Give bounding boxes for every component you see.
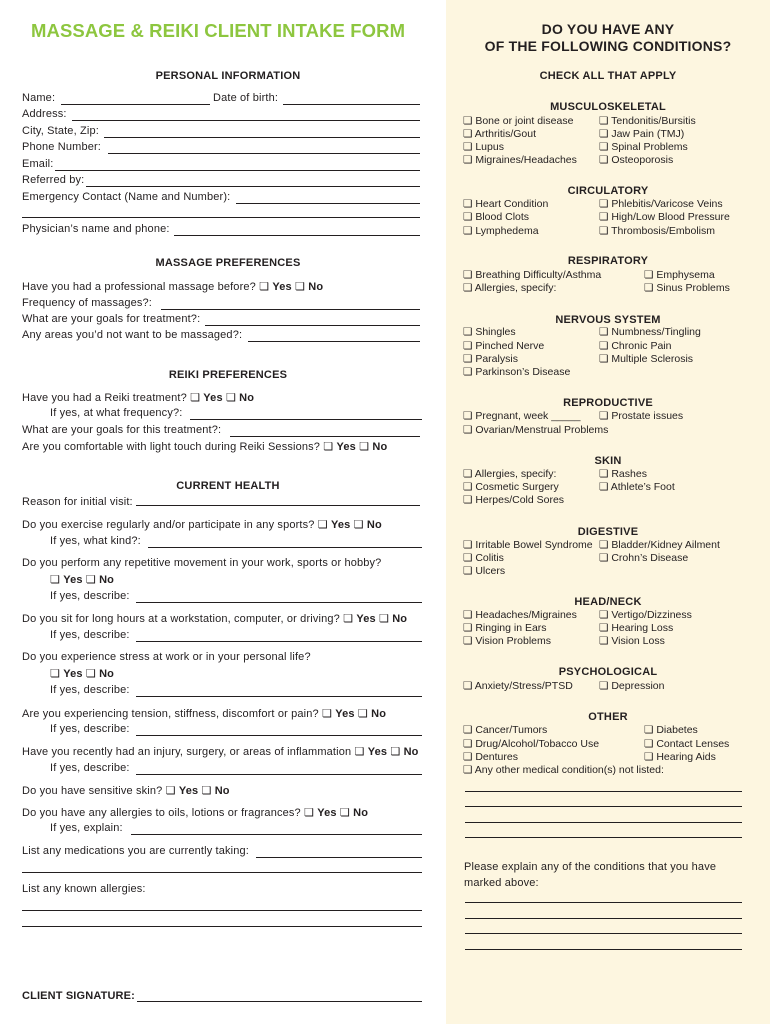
cond-label: Jaw Pain (TMJ) [611, 128, 685, 140]
other-conditions-field[interactable] [465, 822, 742, 823]
reiki-q2: What are your goals for this treatment?: [22, 424, 222, 436]
cond-checkbox[interactable]: ❏ Ovarian/Menstrual Problems [463, 424, 609, 436]
cond-label: Paralysis [475, 353, 518, 365]
cond-checkbox[interactable]: ❏ Hearing Aids [644, 751, 716, 763]
no-label: No [372, 441, 388, 453]
other-conditions-field[interactable] [465, 806, 742, 807]
reiki-frequency-field[interactable] [190, 419, 422, 420]
tension-yes[interactable]: ❏ Yes [322, 708, 355, 720]
tension-q [22, 707, 386, 720]
cond-checkbox[interactable]: ❏ Lymphedema [463, 225, 539, 237]
cond-checkbox[interactable]: ❏ Jaw Pain (TMJ) [599, 128, 685, 140]
stress-describe-label: If yes, describe: [50, 684, 130, 696]
cond-label: Numbness/Tingling [611, 326, 701, 338]
cond-label: Vision Problems [475, 635, 552, 647]
cond-checkbox[interactable]: ❏ Ringing in Ears [463, 622, 547, 634]
cond-checkbox[interactable]: ❏ Vision Loss [599, 635, 665, 647]
injury-describe-label: If yes, describe: [50, 762, 130, 774]
reiki-q3-yes[interactable]: ❏ Yes [323, 441, 356, 453]
cond-checkbox[interactable]: ❏ Cosmetic Surgery [463, 481, 559, 493]
cond-checkbox[interactable]: ❏ Multiple Sclerosis [599, 353, 694, 365]
cond-checkbox[interactable]: ❏ Allergies, specify: [463, 468, 557, 480]
name-label: Name: [22, 92, 56, 104]
stress-no[interactable]: ❏ No [85, 668, 115, 680]
stress-yes[interactable]: ❏ Yes [50, 668, 83, 680]
exercise-kind-label: If yes, what kind?: [50, 535, 141, 547]
cond-label: Allergies, specify: [474, 468, 557, 480]
conditions-title-1: DO YOU HAVE ANY [541, 21, 675, 37]
massage-q2: Frequency of massages?: [22, 297, 153, 309]
emergency-field[interactable] [236, 203, 420, 204]
sit-describe-label: If yes, describe: [50, 629, 130, 641]
cond-label: Hearing Aids [656, 751, 716, 763]
cond-label: Lymphedema [475, 225, 539, 237]
address-field[interactable] [72, 120, 420, 121]
reiki-q1b: If yes, at what frequency?: [50, 407, 183, 419]
cond-label: Tendonitis/Bursitis [611, 115, 696, 127]
cond-checkbox[interactable]: ❏ Anxiety/Stress/PTSD [463, 680, 573, 692]
no-label: No [239, 392, 255, 404]
cond-checkbox[interactable]: ❏ Ulcers [463, 565, 506, 577]
massage-q1-no[interactable]: ❏ No [295, 281, 324, 293]
cond-checkbox[interactable]: ❏ Emphysema [644, 269, 715, 281]
cond-label: Multiple Sclerosis [611, 353, 694, 365]
reiki-q1-no[interactable]: ❏ No [225, 392, 255, 404]
other-conditions-field[interactable] [465, 837, 742, 838]
circ-heading: CIRCULATORY [567, 185, 649, 197]
cond-label: Vision Loss [611, 635, 665, 647]
musculo-heading: MUSCULOSKELETAL [550, 101, 666, 113]
cond-checkbox[interactable]: ❏ Numbness/Tingling [599, 326, 701, 338]
allergies-field-2[interactable] [22, 926, 422, 927]
allergies-label: List any known allergies: [22, 883, 146, 895]
psych-heading: PSYCHOLOGICAL [558, 666, 658, 678]
cond-checkbox[interactable]: ❏ Migraines/Headaches [463, 154, 577, 166]
exercise-no[interactable]: ❏ No [353, 519, 382, 531]
sit-no[interactable]: ❏ No [378, 613, 408, 625]
sit-yes[interactable]: ❏ Yes [343, 613, 376, 625]
cond-label: Phlebitis/Varicose Veins [611, 198, 723, 210]
cond-label: Rashes [611, 468, 647, 480]
reiki-heading: REIKI PREFERENCES [168, 369, 288, 381]
cond-label: Arthritis/Gout [474, 128, 537, 140]
repetitive-q: Do you perform any repetitive movement in your work, sports or hobby? [22, 557, 382, 569]
reiki-q3-no[interactable]: ❏ No [359, 441, 388, 453]
cond-checkbox[interactable]: ❏ Vertigo/Dizziness [599, 609, 692, 621]
cond-label: Vertigo/Dizziness [611, 609, 692, 621]
cond-checkbox[interactable]: ❏ Parkinson’s Disease [463, 366, 571, 378]
cond-label: Allergies, specify: [474, 282, 557, 294]
massage-heading: MASSAGE PREFERENCES [155, 257, 301, 269]
form-title: MASSAGE & REIKI CLIENT INTAKE FORM [31, 20, 406, 41]
cond-label: High/Low Blood Pressure [611, 211, 730, 223]
explain-field[interactable] [465, 949, 742, 950]
cond-checkbox[interactable]: ❏ Headaches/Migraines [463, 609, 577, 621]
reiki-q1-text: Have you had a Reiki treatment? [22, 392, 187, 404]
cond-checkbox[interactable]: ❏ Dentures [463, 751, 518, 763]
cond-label: Breathing Difficulty/Asthma [475, 269, 602, 281]
injury-describe-field[interactable] [136, 774, 422, 775]
yes-label: Yes [63, 574, 83, 586]
emergency-field-2[interactable] [22, 217, 420, 218]
personal-heading: PERSONAL INFORMATION [155, 70, 301, 82]
nerv-heading: NERVOUS SYSTEM [555, 314, 661, 326]
massage-q1-text: Have you had a professional massage before? [22, 281, 256, 293]
cond-label: Contact Lenses [656, 738, 730, 750]
tension-describe-field[interactable] [136, 735, 422, 736]
cond-label: Drug/Alcohol/Tobacco Use [475, 738, 600, 750]
stress-options [50, 667, 114, 680]
yes-label: Yes [335, 708, 355, 720]
cond-label: Bone or joint disease [475, 115, 574, 127]
cond-checkbox[interactable]: ❏ Chronic Pain [599, 340, 672, 352]
name-field[interactable] [61, 104, 210, 105]
head-heading: HEAD/NECK [574, 596, 642, 608]
cond-label: Irritable Bowel Syndrome [475, 539, 593, 551]
yes-label: Yes [178, 785, 199, 797]
referred-field[interactable] [86, 186, 420, 187]
explain-prompt: Please explain any of the conditions that you have marked above: [464, 861, 717, 889]
no-label: No [353, 807, 369, 819]
allergy-oils-q [22, 806, 368, 819]
cond-checkbox[interactable]: ❏ Arthritis/Gout [463, 128, 537, 140]
cond-checkbox[interactable]: ❏ Herpes/Cold Sores [463, 494, 565, 506]
cond-checkbox[interactable]: ❏ Osteoporosis [599, 154, 674, 166]
no-label: No [403, 746, 419, 758]
cond-checkbox[interactable]: ❏ Hearing Loss [599, 622, 674, 634]
cond-checkbox[interactable]: ❏ Prostate issues [599, 410, 684, 422]
no-label: No [99, 668, 115, 680]
yes-label: Yes [331, 519, 351, 531]
cond-checkbox[interactable]: ❏ Tendonitis/Bursitis [599, 115, 696, 127]
sit-describe-field[interactable] [136, 641, 422, 642]
repetitive-yes[interactable]: ❏ Yes [50, 574, 83, 586]
massage-q1 [22, 280, 323, 293]
cond-checkbox[interactable]: ❏ Depression [599, 680, 665, 692]
cond-label: Headaches/Migraines [475, 609, 577, 621]
cond-label: Crohn’s Disease [611, 552, 689, 564]
allergy-oils-no[interactable]: ❏ No [339, 807, 369, 819]
allergy-oils-text: Do you have any allergies to oils, lotions or fragrances? [22, 807, 301, 819]
cond-label: Athlete’s Foot [610, 481, 675, 493]
meds-field-2[interactable] [22, 872, 422, 873]
yes-label: Yes [367, 746, 388, 758]
cond-checkbox[interactable]: ❏ Cancer/Tumors [463, 724, 548, 736]
resp-heading: RESPIRATORY [567, 255, 649, 267]
stress-q: Do you experience stress at work or in your personal life? [22, 651, 311, 663]
reiki-q3 [22, 440, 387, 453]
tension-text: Are you experiencing tension, stiffness, discomfort or pain? [22, 708, 319, 720]
cond-checkbox[interactable]: ❏ Pinched Nerve [463, 340, 545, 352]
explain-field[interactable] [465, 902, 742, 903]
cond-label: Dentures [475, 751, 518, 763]
no-label: No [214, 785, 230, 797]
physician-label: Physician’s name and phone: [22, 223, 170, 235]
cond-checkbox[interactable]: ❏ Vision Problems [463, 635, 552, 647]
massage-q4: Any areas you’d not want to be massaged?: [22, 329, 243, 341]
cond-checkbox[interactable]: ❏ Irritable Bowel Syndrome [463, 539, 593, 551]
sit-text: Do you sit for long hours at a workstation, computer, or driving? [22, 613, 340, 625]
dob-label: Date of birth: [213, 92, 279, 104]
meds-label: List any medications you are currently taking: [22, 845, 250, 857]
reiki-q1-yes[interactable]: ❏ Yes [190, 392, 223, 404]
reason-field[interactable] [136, 505, 420, 506]
tension-describe-label: If yes, describe: [50, 723, 130, 735]
skin-q [22, 784, 230, 797]
no-label: No [308, 281, 324, 293]
email-field[interactable] [55, 170, 420, 171]
conditions-panel [446, 0, 770, 1024]
yes-label: Yes [317, 807, 337, 819]
dob-field[interactable] [283, 104, 420, 105]
cond-label: Diabetes [656, 724, 698, 736]
allergy-explain-label: If yes, explain: [50, 822, 123, 834]
cond-label: Any other medical condition(s) not listed: [474, 764, 664, 776]
repetitive-describe-label: If yes, describe: [50, 590, 130, 602]
cond-checkbox[interactable]: ❏ Rashes [599, 468, 647, 480]
injury-yes[interactable]: ❏ Yes [354, 746, 388, 758]
yes-label: Yes [63, 668, 83, 680]
no-label: No [366, 519, 382, 531]
cond-checkbox[interactable]: ❏ Thrombosis/Embolism [599, 225, 715, 237]
cond-checkbox[interactable]: ❏ Any other medical condition(s) not listed: [463, 764, 664, 776]
cond-label: Depression [611, 680, 665, 692]
cond-checkbox[interactable]: ❏ Heart Condition [463, 198, 549, 210]
sit-q [22, 612, 407, 625]
cond-checkbox[interactable]: ❏ Blood Clots [463, 211, 530, 223]
cond-checkbox[interactable]: ❏ Athlete’s Foot [599, 481, 675, 493]
cond-label: Ringing in Ears [475, 622, 547, 634]
cond-checkbox[interactable]: ❏ Breathing Difficulty/Asthma [463, 269, 602, 281]
cond-checkbox[interactable]: ❏ Pregnant, week _____ [463, 410, 581, 422]
cond-label: Colitis [475, 552, 504, 564]
cond-label: Anxiety/Stress/PTSD [474, 680, 573, 692]
skin-text: Do you have sensitive skin? [22, 785, 163, 797]
repro-heading: REPRODUCTIVE [563, 397, 653, 409]
cond-checkbox[interactable]: ❏ Contact Lenses [644, 738, 730, 750]
skin-no[interactable]: ❏ No [201, 785, 230, 797]
allergies-field[interactable] [22, 910, 422, 911]
cond-label: Cancer/Tumors [475, 724, 548, 736]
cond-label: Pregnant, week _____ [475, 410, 581, 422]
referred-label: Referred by: [22, 174, 85, 186]
cond-label: Ulcers [475, 565, 506, 577]
allergy-explain-field[interactable] [131, 834, 422, 835]
conditions-title-2: OF THE FOLLOWING CONDITIONS? [484, 38, 732, 54]
reason-label: Reason for initial visit: [22, 496, 133, 508]
cond-label: Bladder/Kidney Ailment [611, 539, 720, 551]
city-field[interactable] [104, 137, 420, 138]
cond-checkbox[interactable]: ❏ Spinal Problems [599, 141, 688, 153]
cond-label: Migraines/Headaches [475, 154, 577, 166]
massage-q1-yes[interactable]: ❏ Yes [259, 281, 292, 293]
other-heading: OTHER [588, 711, 628, 723]
health-heading: CURRENT HEALTH [176, 480, 280, 492]
repetitive-describe-field[interactable] [136, 602, 422, 603]
yes-label: Yes [203, 392, 223, 404]
cond-label: Chronic Pain [611, 340, 672, 352]
other-conditions-field[interactable] [465, 791, 742, 792]
allergy-oils-yes[interactable]: ❏ Yes [304, 807, 337, 819]
cond-checkbox[interactable]: ❏ Lupus [463, 141, 504, 153]
cond-checkbox[interactable]: ❏ Shingles [463, 326, 516, 338]
cond-label: Prostate issues [611, 410, 684, 422]
cond-checkbox[interactable]: ❏ Crohn’s Disease [599, 552, 689, 564]
cond-checkbox[interactable]: ❏ Drug/Alcohol/Tobacco Use [463, 738, 600, 750]
cond-label: Parkinson’s Disease [475, 366, 571, 378]
phone-label: Phone Number: [22, 141, 101, 153]
massage-areas-field[interactable] [248, 341, 420, 342]
reiki-goals-field[interactable] [230, 436, 420, 437]
signature-field[interactable] [137, 1001, 422, 1002]
cond-checkbox[interactable]: ❏ Bladder/Kidney Ailment [599, 539, 720, 551]
cond-label: Shingles [475, 326, 516, 338]
cond-label: Ovarian/Menstrual Problems [475, 424, 609, 436]
cond-checkbox[interactable]: ❏ Sinus Problems [644, 282, 730, 294]
reiki-q1 [22, 391, 254, 404]
no-label: No [371, 708, 387, 720]
exercise-kind-field[interactable] [148, 547, 422, 548]
exercise-text: Do you exercise regularly and/or participate in any sports? [22, 519, 315, 531]
repetitive-no[interactable]: ❏ No [85, 574, 115, 586]
reiki-q3-text: Are you comfortable with light touch during Reiki Sessions? [22, 441, 321, 453]
cond-label: Lupus [475, 141, 504, 153]
skin-yes[interactable]: ❏ Yes [165, 785, 199, 797]
cond-label: Hearing Loss [611, 622, 674, 634]
massage-q3: What are your goals for treatment?: [22, 313, 201, 325]
emergency-label: Emergency Contact (Name and Number): [22, 191, 231, 203]
address-label: Address: [22, 108, 67, 120]
cond-label: Spinal Problems [611, 141, 688, 153]
exercise-q [22, 518, 382, 531]
tension-no[interactable]: ❏ No [357, 708, 387, 720]
cond-checkbox[interactable]: ❏ Colitis [463, 552, 504, 564]
email-label: Email: [22, 158, 54, 170]
signature-label: CLIENT SIGNATURE: [22, 990, 135, 1002]
physician-field[interactable] [174, 235, 420, 236]
exercise-yes[interactable]: ❏ Yes [317, 519, 351, 531]
cond-label: Pinched Nerve [475, 340, 545, 352]
no-label: No [99, 574, 115, 586]
cond-label: Sinus Problems [656, 282, 730, 294]
meds-field[interactable] [256, 857, 422, 858]
explain-field[interactable] [465, 918, 742, 919]
cond-label: Cosmetic Surgery [475, 481, 559, 493]
city-label: City, State, Zip: [22, 125, 99, 137]
injury-text: Have you recently had an injury, surgery, or areas of inflammation [22, 746, 352, 758]
cond-checkbox[interactable]: ❏ Allergies, specify: [463, 282, 557, 294]
skin-heading: SKIN [594, 455, 622, 467]
phone-field[interactable] [108, 153, 420, 154]
cond-checkbox[interactable]: ❏ Bone or joint disease [463, 115, 574, 127]
explain-field[interactable] [465, 933, 742, 934]
cond-label: Emphysema [656, 269, 715, 281]
injury-q [22, 745, 419, 758]
cond-checkbox[interactable]: ❏ High/Low Blood Pressure [599, 211, 730, 223]
stress-describe-field[interactable] [136, 696, 422, 697]
dig-heading: DIGESTIVE [577, 526, 639, 538]
cond-label: Osteoporosis [611, 154, 674, 166]
cond-checkbox[interactable]: ❏ Paralysis [463, 353, 518, 365]
cond-label: Blood Clots [475, 211, 530, 223]
cond-label: Heart Condition [475, 198, 549, 210]
massage-frequency-field[interactable] [161, 309, 420, 310]
yes-label: Yes [356, 613, 376, 625]
cond-checkbox[interactable]: ❏ Phlebitis/Varicose Veins [599, 198, 723, 210]
cond-label: Thrombosis/Embolism [611, 225, 715, 237]
yes-label: Yes [272, 281, 292, 293]
massage-goals-field[interactable] [205, 325, 420, 326]
cond-label: Herpes/Cold Sores [475, 494, 565, 506]
check-all-heading: CHECK ALL THAT APPLY [539, 70, 677, 82]
yes-label: Yes [336, 441, 356, 453]
repetitive-options [50, 573, 114, 586]
no-label: No [392, 613, 408, 625]
cond-checkbox[interactable]: ❏ Diabetes [644, 724, 698, 736]
injury-no[interactable]: ❏ No [390, 746, 419, 758]
